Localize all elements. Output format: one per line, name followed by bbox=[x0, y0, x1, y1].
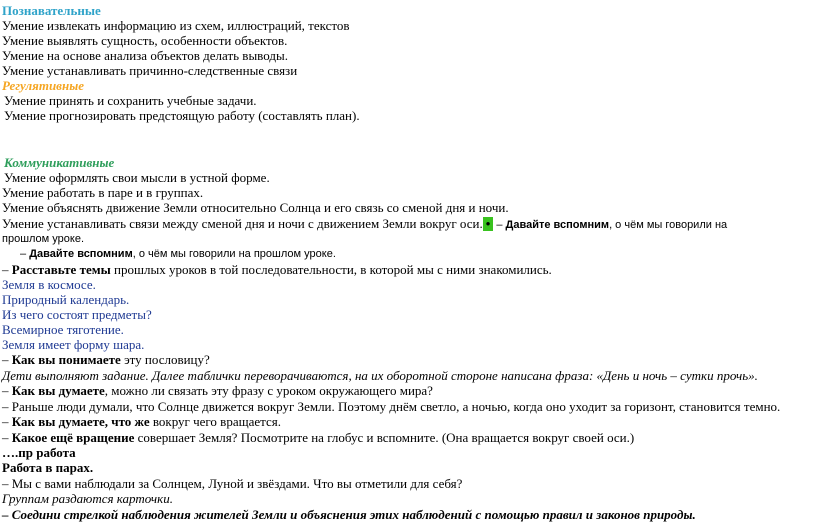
regulative-item: Умение принять и сохранить учебные задачи. bbox=[4, 93, 257, 108]
spin-line bbox=[2, 430, 634, 445]
arrange-rest: прошлых уроков в той последовательности, в которой мы с ними знакомились. bbox=[110, 262, 552, 277]
dash: – bbox=[2, 262, 12, 277]
regulative-heading: Регулятивные bbox=[2, 78, 84, 93]
connect-line bbox=[2, 507, 696, 522]
topic-item: Всемирное тяготение. bbox=[2, 322, 124, 337]
spin-rest: совершает Земля? Посмотрите на глобус и вспомните. (Она вращается вокруг своей оси.) bbox=[134, 430, 635, 445]
think-bold: Как вы думаете bbox=[11, 383, 105, 398]
task-text: Дети выполняют задание. Далее таблички переворачиваются, на их оборотной стороне написана фраза: «День и ночь – сутки прочь». bbox=[2, 368, 758, 383]
recall2-rest: , о чём мы говорили на прошлом уроке. bbox=[132, 248, 336, 260]
recall-rest: , о чём мы говорили на bbox=[609, 219, 728, 231]
dash: – bbox=[493, 219, 506, 231]
cognitive-heading: Познавательные bbox=[2, 3, 101, 18]
proverb-bold: Как вы понимаете bbox=[11, 352, 121, 367]
recall2-bold: Давайте вспомним bbox=[29, 248, 133, 260]
cognitive-item: Умение извлекать информацию из схем, иллюстраций, текстов bbox=[2, 18, 350, 33]
think-line bbox=[2, 383, 433, 398]
cognitive-item: Умение на основе анализа объектов делать выводы. bbox=[2, 48, 288, 63]
communicative-heading: Коммуникативные bbox=[4, 155, 115, 170]
rotate-bold: Как вы думаете, что же bbox=[11, 414, 150, 429]
dash: – bbox=[2, 352, 12, 367]
relation-text: Умение устанавливать связи между сменой дня и ночи с движением Земли вокруг оси. bbox=[2, 216, 483, 231]
dash: – bbox=[20, 248, 30, 260]
cards-line bbox=[2, 491, 173, 506]
bullet-marker: • bbox=[483, 217, 494, 231]
dash: – bbox=[2, 383, 12, 398]
recall-continuation: прошлом уроке. bbox=[2, 233, 85, 245]
regulative-item: Умение прогнозировать предстоящую работу (составлять план). bbox=[4, 108, 360, 123]
arrange-bold: Расставьте темы bbox=[11, 262, 111, 277]
dash: – bbox=[2, 430, 12, 445]
think-rest: , можно ли связать эту фразу с уроком окружающего мира? bbox=[104, 383, 433, 398]
topic-item: Земля в космосе. bbox=[2, 277, 96, 292]
arrange-line bbox=[2, 262, 552, 277]
communicative-item: Умение работать в паре и в группах. bbox=[2, 185, 204, 200]
past-line: – Раньше люди думали, что Солнце движется вокруг Земли. Поэтому днём светло, а ночью, когда оно уходит за горизонт, становится темно. bbox=[2, 399, 781, 414]
cards-text: Группам раздаются карточки. bbox=[2, 491, 173, 506]
cognitive-item: Умение выявлять сущность, особенности объектов. bbox=[2, 33, 288, 48]
spin-bold: Какое ещё вращение bbox=[11, 430, 135, 445]
communicative-item: Умение оформлять свои мысли в устной форме. bbox=[4, 170, 270, 185]
relation-line bbox=[2, 216, 727, 233]
proverb-line bbox=[2, 352, 210, 367]
dash: – bbox=[2, 414, 12, 429]
cognitive-item: Умение устанавливать причинно-следственные связи bbox=[2, 63, 298, 78]
rotate-line bbox=[2, 414, 281, 429]
pair-work-note bbox=[2, 445, 76, 460]
proverb-rest: эту пословицу? bbox=[120, 352, 210, 367]
topic-item: Природный календарь. bbox=[2, 292, 130, 307]
group-work-text: Работа в парах. bbox=[2, 460, 94, 475]
rotate-rest: вокруг чего вращается. bbox=[149, 414, 281, 429]
recall-bold: Давайте вспомним bbox=[505, 219, 610, 231]
observe-line: – Мы с вами наблюдали за Солнцем, Луной и звёздами. Что вы отметили для себя? bbox=[2, 476, 463, 491]
topic-item: Из чего состоят предметы? bbox=[2, 307, 152, 322]
topic-item: Земля имеет форму шара. bbox=[2, 337, 145, 352]
task-italic bbox=[2, 368, 758, 383]
pair-work-text: ….пр работа bbox=[2, 445, 76, 460]
connect-text: – Соедини стрелкой наблюдения жителей Земли и объяснения этих наблюдений с помощью правил и законов природы. bbox=[2, 507, 696, 522]
communicative-item: Умение объяснять движение Земли относительно Солнца и его связь со сменой дня и ночи. bbox=[2, 200, 509, 215]
group-work-heading bbox=[2, 460, 93, 475]
recall-line bbox=[20, 247, 336, 262]
